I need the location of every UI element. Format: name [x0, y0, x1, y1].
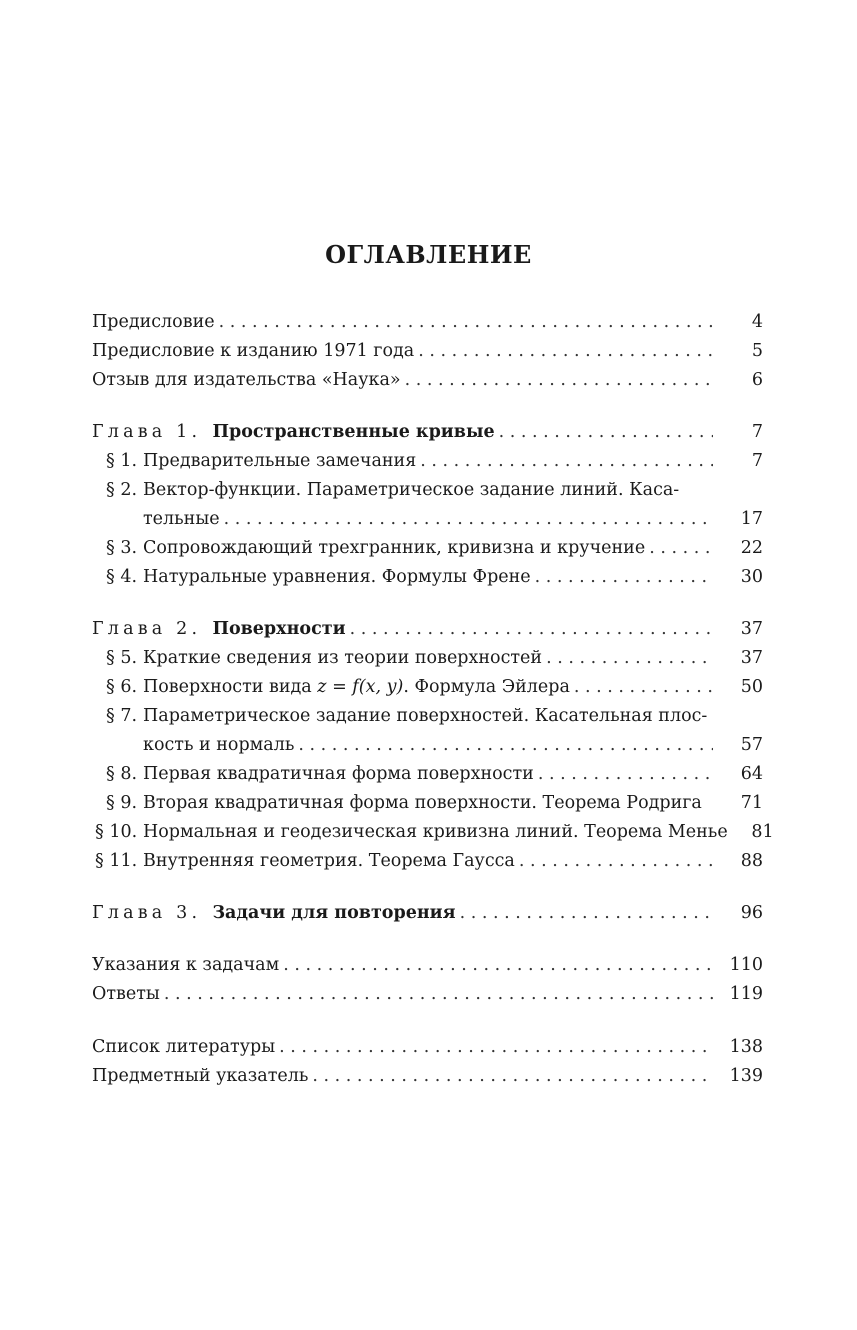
- section-title: Вторая квадратичная форма поверхности. Теорема Родрига: [143, 793, 702, 813]
- toc-entry-label: Предметный указатель: [92, 1066, 309, 1086]
- toc-page-number: 50: [740, 677, 763, 697]
- section-number: § 10.: [95, 822, 138, 842]
- section-heading-line1: [92, 702, 763, 731]
- toc-page-number: 37: [740, 648, 763, 668]
- toc-page-number: 88: [740, 851, 763, 871]
- chapter-label: Глава 2.: [92, 619, 202, 639]
- section-number: § 9.: [106, 793, 138, 813]
- section-heading: [92, 789, 702, 818]
- toc-page-number: 4: [751, 312, 763, 332]
- toc-entry-preface-1971[interactable]: [92, 337, 763, 366]
- section-heading: [92, 534, 645, 563]
- chapter-label: Глава 1.: [92, 422, 202, 442]
- toc-page-number: 5: [751, 341, 763, 361]
- leader-dots: [420, 447, 713, 476]
- section-heading-line2: [92, 505, 763, 534]
- section-heading-line1: [92, 476, 763, 505]
- section-number: § 11.: [95, 851, 138, 871]
- section-title: Сопровождающий трехгранник, кривизна и кручение: [143, 538, 646, 558]
- leader-dots: [350, 615, 713, 644]
- leader-dots: [499, 418, 713, 447]
- toc-page-number: 96: [740, 903, 763, 923]
- spacer: [92, 1009, 763, 1033]
- toc-page-number: 81: [751, 822, 774, 842]
- leader-dots: [279, 1033, 713, 1062]
- section-number: § 4.: [106, 567, 138, 587]
- leader-dots: [546, 644, 713, 673]
- toc-section-9[interactable]: [92, 789, 763, 818]
- leader-dots: [649, 534, 713, 563]
- leader-dots: [224, 505, 713, 534]
- toc-page-number: 139: [729, 1066, 763, 1086]
- toc-page-number: 7: [751, 451, 763, 471]
- toc-page-number: 30: [740, 567, 763, 587]
- section-heading: [92, 760, 534, 789]
- toc-section-6[interactable]: [92, 673, 763, 702]
- toc-entry-hints[interactable]: [92, 951, 763, 980]
- toc-section-4[interactable]: [92, 563, 763, 592]
- toc-entry-review[interactable]: [92, 366, 763, 395]
- toc-page-number: 7: [751, 422, 763, 442]
- toc-section-7[interactable]: [92, 702, 763, 760]
- toc-chapter-3[interactable]: [92, 899, 763, 928]
- toc-section-3[interactable]: [92, 534, 763, 563]
- section-title: Первая квадратичная форма поверхности: [143, 764, 534, 784]
- leader-dots: [574, 673, 713, 702]
- toc-entry-label: Предисловие к изданию 1971 года: [92, 341, 415, 361]
- toc-section-8[interactable]: [92, 760, 763, 789]
- toc-page-number: 57: [740, 735, 763, 755]
- chapter-heading: [92, 615, 346, 644]
- leader-dots: [298, 731, 713, 760]
- toc-page-number: 138: [729, 1037, 763, 1057]
- toc-entry-bibliography[interactable]: [92, 1033, 763, 1062]
- leader-dots: [418, 337, 713, 366]
- section-title-continued: кость и нормаль: [143, 735, 295, 755]
- section-number: § 3.: [106, 538, 138, 558]
- leader-dots: [460, 899, 713, 928]
- toc-chapter-2[interactable]: [92, 615, 763, 644]
- toc-section-10[interactable]: [92, 818, 774, 847]
- section-title: Предварительные замечания: [143, 451, 417, 471]
- section-title: Краткие сведения из теории поверхностей: [143, 648, 543, 668]
- section-number: § 5.: [106, 648, 138, 668]
- section-heading: [92, 447, 416, 476]
- toc-chapter-1[interactable]: [92, 418, 763, 447]
- section-title: Внутренняя геометрия. Теорема Гаусса: [143, 851, 515, 871]
- leader-dots: [164, 980, 713, 1009]
- section-heading-line2: [92, 731, 763, 760]
- section-number: § 1.: [106, 451, 138, 471]
- leader-dots: [535, 563, 713, 592]
- leader-dots: [219, 308, 713, 337]
- spacer: [92, 592, 763, 615]
- table-of-contents: [92, 308, 774, 1091]
- section-title-suffix: . Формула Эйлера: [403, 677, 570, 697]
- toc-page-number: 17: [740, 509, 763, 529]
- leader-dots: [312, 1062, 713, 1091]
- formula: z = f(x, y): [317, 677, 404, 697]
- toc-page-number: 71: [740, 793, 763, 813]
- chapter-title: Пространственные кривые: [212, 422, 495, 442]
- toc-section-5[interactable]: [92, 644, 763, 673]
- chapter-heading: [92, 899, 456, 928]
- leader-dots: [519, 847, 713, 876]
- page-title: ОГЛАВЛЕНИЕ: [325, 240, 532, 269]
- toc-entry-label: Указания к задачам: [92, 955, 280, 975]
- toc-page-number: 64: [740, 764, 763, 784]
- chapter-heading: [92, 418, 495, 447]
- section-title: Натуральные уравнения. Формулы Френе: [143, 567, 531, 587]
- toc-page-number: 6: [751, 370, 763, 390]
- section-number: § 6.: [106, 677, 138, 697]
- spacer: [92, 395, 763, 418]
- section-number: § 2.: [106, 480, 138, 500]
- section-number: § 8.: [106, 764, 138, 784]
- toc-entry-index[interactable]: [92, 1062, 763, 1091]
- section-heading: [92, 673, 570, 702]
- section-title: Нормальная и геодезическая кривизна линий. Теорема Менье: [143, 822, 728, 842]
- toc-entry-preface[interactable]: [92, 308, 763, 337]
- section-heading: [92, 563, 531, 592]
- section-title: Вектор-функции. Параметрическое задание линий. Каса-: [143, 480, 680, 500]
- chapter-label: Глава 3.: [92, 903, 202, 923]
- section-heading: [92, 644, 542, 673]
- leader-dots: [405, 366, 713, 395]
- toc-entry-label: Предисловие: [92, 312, 215, 332]
- section-title-continued: тельные: [143, 509, 220, 529]
- toc-page-number: 37: [740, 619, 763, 639]
- spacer: [92, 928, 763, 951]
- section-title: Поверхности вида: [143, 677, 312, 697]
- toc-section-2[interactable]: [92, 476, 763, 534]
- toc-entry-label: Ответы: [92, 984, 160, 1004]
- toc-entry-label: Список литературы: [92, 1037, 276, 1057]
- toc-page-number: 119: [729, 984, 763, 1004]
- chapter-title: Задачи для повторения: [212, 903, 456, 923]
- toc-page-number: 22: [740, 538, 763, 558]
- section-heading: [92, 847, 515, 876]
- toc-page-number: 110: [729, 955, 763, 975]
- toc-entry-answers[interactable]: [92, 980, 763, 1009]
- toc-section-1[interactable]: [92, 447, 763, 476]
- leader-dots: [538, 760, 713, 789]
- toc-section-11[interactable]: [92, 847, 763, 876]
- section-heading: [92, 818, 728, 847]
- toc-entry-label: Отзыв для издательства «Наука»: [92, 370, 401, 390]
- spacer: [92, 876, 763, 899]
- leader-dots: [283, 951, 713, 980]
- section-number: § 7.: [106, 706, 138, 726]
- chapter-title: Поверхности: [212, 619, 346, 639]
- section-title: Параметрическое задание поверхностей. Касательная плос-: [143, 706, 708, 726]
